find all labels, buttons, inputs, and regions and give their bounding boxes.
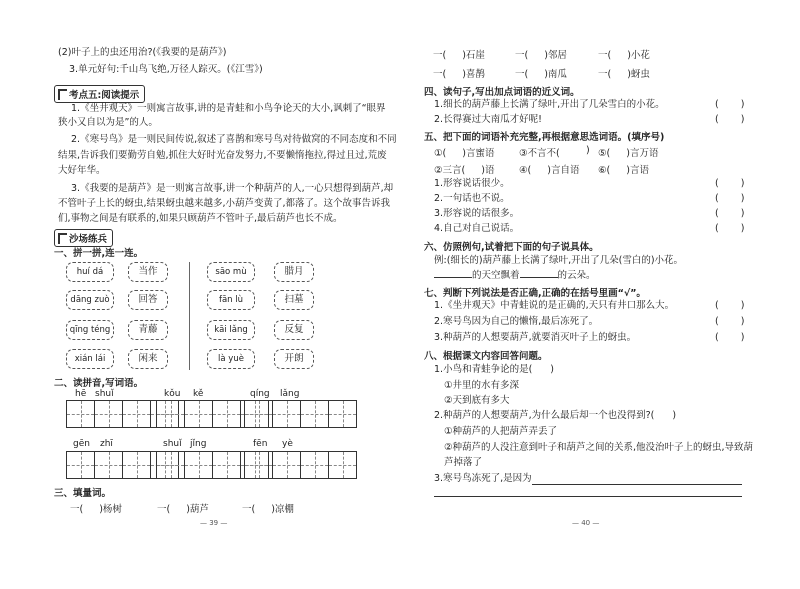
practice-label: 沙场练兵 [69,234,108,245]
match-word-left-1[interactable]: 当作 [128,262,168,282]
quant-left-3[interactable]: 一( )凉棚 [242,504,294,515]
quant-right-5[interactable]: 一( )南瓜 [515,69,567,80]
grid6-pinyin-b: yè [282,439,293,449]
tip-box-reading [54,85,145,103]
q7-answer-1[interactable]: ( ) [715,300,745,311]
grid2-pinyin-a: kǒu [164,389,181,399]
q8-heading: 八、根据课文内容回答问题。 [424,351,548,362]
grid3-pinyin-b: lǎng [280,389,300,399]
q4-heading: 四、读句子,写出加点词语的近义词。 [424,87,580,98]
quant-left-1[interactable]: 一( )杨树 [70,504,122,515]
q5-item-1: 1.形容说话很少。 [434,178,510,189]
q5-item-3: 3.形容说的话很多。 [434,208,520,219]
q5-row1-c[interactable]: ⑤( )言万语 [598,148,659,159]
q8-2-option-2-cont: 芦掉落了 [444,457,483,468]
match-pinyin-right-2[interactable]: fān lù [207,290,255,310]
q8-question-2: 2.种葫芦的人想要葫芦,为什么最后却一个也没得到?( ) [434,410,677,421]
match-pinyin-right-3[interactable]: kāi lǎng [207,320,255,340]
grid6-pinyin-a: fēn [253,439,268,449]
quant-right-1[interactable]: 一( )石崖 [433,50,485,61]
quant-right-4[interactable]: 一( )喜鹊 [433,69,485,80]
match-word-right-4[interactable]: 开朗 [274,349,314,369]
q8-1-option-2[interactable]: ②天到底有多大 [444,395,510,406]
left-page-number: — 39 — [200,519,228,527]
read-line-6: 3.《我要的是葫芦》是一则寓言故事,讲一个种葫芦的人,一心只想得到葫芦,却 [71,183,394,194]
grid1-pinyin-b: shuǐ [95,389,114,399]
grid2-pinyin-b: kě [193,389,204,399]
left-top-line-1: (2)叶子上的虫还用治?(《我要的是葫芦》) [58,47,227,58]
q7-answer-3[interactable]: ( ) [715,332,745,343]
read-line-8: 们,事物之间是有联系的,如果只顾葫芦不管叶子,最后葫芦也长不成。 [58,213,343,224]
match-word-left-4[interactable]: 闲来 [128,349,168,369]
left-top-line-2: 3.单元好句:千山鸟飞绝,万径人踪灭。(《江雪》) [69,64,263,75]
match-pinyin-left-3[interactable]: qīng téng [66,320,114,340]
match-pinyin-right-1[interactable]: sāo mù [207,262,255,282]
tip-box-label: 考点五:阅读提示 [69,90,140,101]
q2-heading: 二、读拼音,写词语。 [54,378,144,389]
read-line-3: 2.《寒号鸟》是一则民间传说,叙述了喜鹊和寒号鸟对待做窝的不同态度和不同 [71,134,397,145]
q7-answer-2[interactable]: ( ) [715,316,745,327]
q5-row1-b-close: ) [586,145,590,156]
q8-2-option-1[interactable]: ①种葫芦的人把葫芦弄丢了 [444,426,558,437]
q5-answer-2[interactable]: ( ) [715,193,745,204]
grid3-pinyin-a: qíng [250,389,270,399]
q4-item-1: 1.细长的葫芦藤上长满了绿叶,开出了几朵雪白的小花。 [434,99,665,110]
q8-3-answer-line-1[interactable] [532,484,742,485]
grid4-pinyin-a: gēn [73,439,90,449]
match-pinyin-left-4[interactable]: xián lái [66,349,114,369]
q5-answer-1[interactable]: ( ) [715,178,745,189]
match-word-right-2[interactable]: 扫墓 [274,290,314,310]
match-pinyin-left-2[interactable]: dāng zuò [66,290,114,310]
match-word-right-3[interactable]: 反复 [274,320,314,340]
match-word-left-2[interactable]: 回答 [128,290,168,310]
q3-heading: 三、填量词。 [54,488,112,499]
quant-left-2[interactable]: 一( )葫芦 [157,504,209,515]
q5-row1-b[interactable]: ③不言不( [519,148,560,159]
q1-heading: 一、拼一拼,连一连。 [54,248,144,259]
grid1-pinyin-a: hē [75,389,87,399]
quant-right-2[interactable]: 一( )邻居 [515,50,567,61]
q7-heading: 七、判断下列说法是否正确,正确的在括号里画“√”。 [424,288,646,299]
read-line-4: 结果,告诉我们要勤劳自勉,抓住大好时光奋发努力,不要懒惰拖拉,得过且过,荒废 [58,150,387,161]
read-line-2: 狭小又自以为是”的人。 [58,117,158,128]
match-divider [189,262,190,370]
q5-row1-a[interactable]: ①( )言蜜语 [434,148,495,159]
q5-answer-3[interactable]: ( ) [715,208,745,219]
q5-item-2: 2.一句话也不说。 [434,193,510,204]
grid5-pinyin-a: shuǐ [163,439,182,449]
q6-fill-sentence[interactable]: 的天空飘着 的云朵。 [434,270,596,282]
q6-example: 例:(细长的)葫芦藤上长满了绿叶,开出了几朵(雪白的)小花。 [434,255,684,266]
q7-item-1: 1.《坐井观天》中青蛙说的是正确的,天只有井口那么大。 [434,300,675,311]
q5-heading: 五、把下面的词语补充完整,再根据意思选词语。(填序号) [424,132,665,143]
right-page-number: — 40 — [572,519,600,527]
q8-2-option-2[interactable]: ②种葫芦的人没注意到叶子和葫芦之间的关系,他没治叶子上的蚜虫,导致葫 [444,442,754,453]
q5-row2-a[interactable]: ②三言( )语 [434,165,495,176]
writing-grid-3[interactable] [244,400,357,428]
grid4-pinyin-b: zhī [100,439,113,449]
read-line-7: 不管叶子上长的蚜虫,结果蚜虫越来越多,小葫芦变黄了,都落了。这个故事告诉我 [58,198,391,209]
q4-answer-1[interactable]: ( ) [715,99,745,110]
q5-answer-4[interactable]: ( ) [715,223,745,234]
quant-right-3[interactable]: 一( )小花 [598,50,650,61]
q6-heading: 六、仿照例句,试着把下面的句子说具体。 [424,242,599,253]
read-line-1: 1.《坐井观天》一则寓言故事,讲的是青蛙和小鸟争论天的大小,讽刺了“眼界 [71,103,386,114]
q8-question-3: 3.寒号鸟冻死了,是因为 [434,473,532,484]
grid5-pinyin-b: jǐng [190,439,207,449]
q5-row2-c[interactable]: ⑥( )言语 [598,165,649,176]
q5-row2-b[interactable]: ④( )言自语 [519,165,580,176]
match-pinyin-left-1[interactable]: huí dá [66,262,114,282]
q8-question-1: 1.小鸟和青蛙争论的是( ) [434,364,554,375]
q8-3-answer-line-2[interactable] [434,496,742,497]
q4-answer-2[interactable]: ( ) [715,114,745,125]
q7-item-3: 3.种葫芦的人想要葫芦,就要消灭叶子上的蚜虫。 [434,332,637,343]
match-pinyin-right-4[interactable]: là yuè [207,349,255,369]
q4-item-2: 2.长得赛过大南瓜才好呢! [434,114,542,125]
read-line-5: 大好年华。 [58,165,106,176]
writing-grid-6[interactable] [244,451,357,479]
q8-1-option-1[interactable]: ①井里的水有多深 [444,380,520,391]
match-word-right-1[interactable]: 腊月 [274,262,314,282]
quant-right-6[interactable]: 一( )蚜虫 [598,69,650,80]
match-word-left-3[interactable]: 青藤 [128,320,168,340]
q7-item-2: 2.寒号鸟因为自己的懒惰,最后冻死了。 [434,316,599,327]
q5-item-4: 4.自己对自己说话。 [434,223,520,234]
